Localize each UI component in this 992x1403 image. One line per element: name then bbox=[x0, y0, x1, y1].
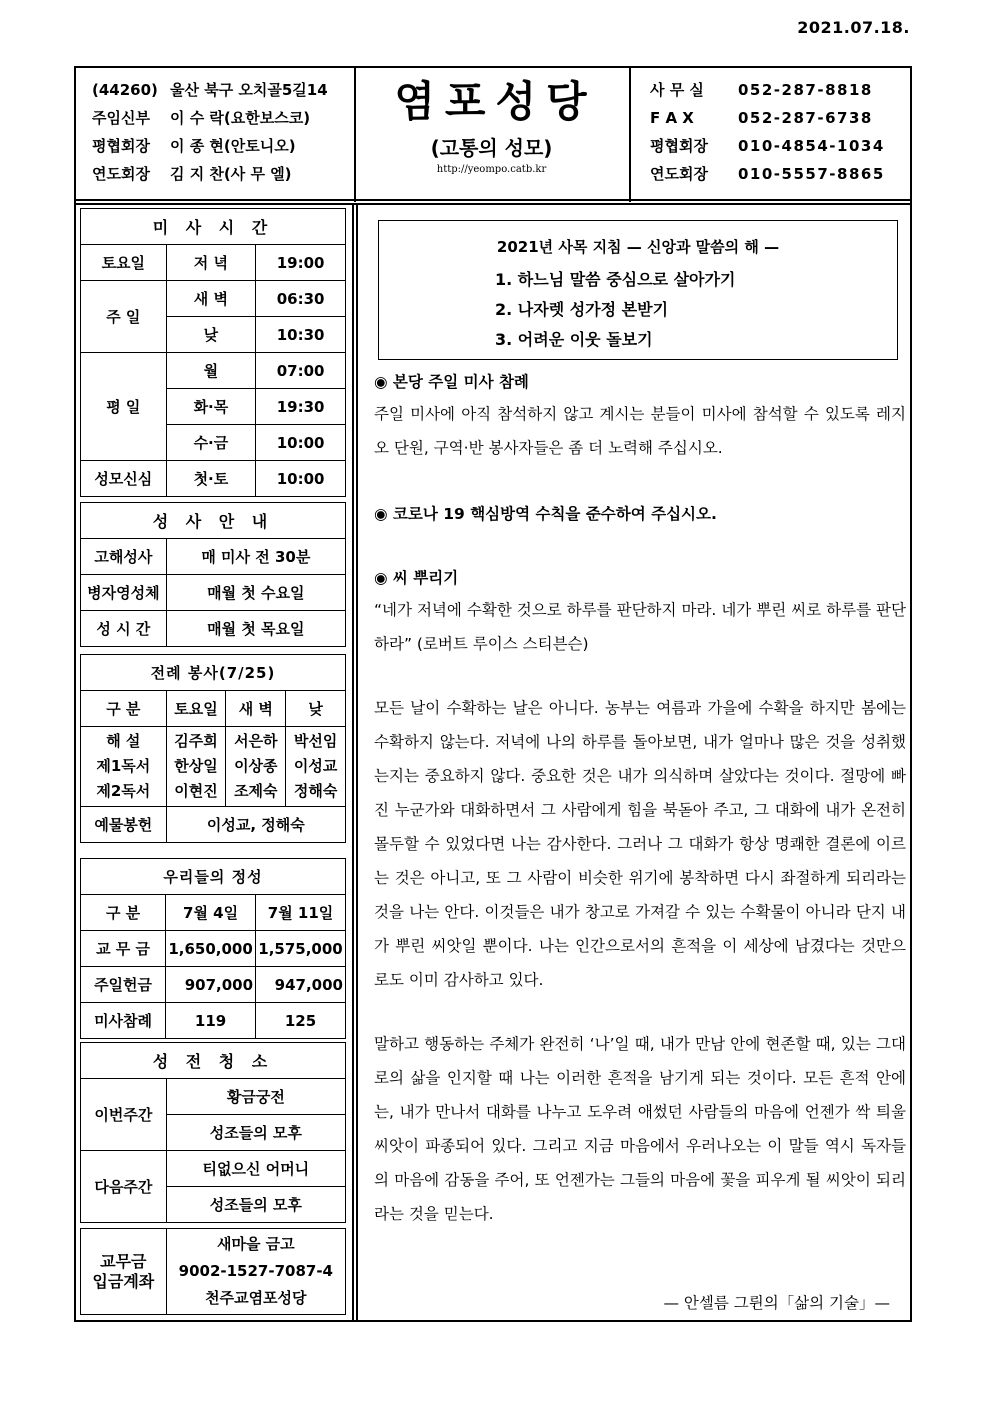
table-cell: 낮 bbox=[286, 691, 346, 727]
pastoral-motto-box bbox=[378, 220, 898, 360]
table-cell: 미 사 시 간 bbox=[81, 209, 346, 245]
table-cell: 06:30 bbox=[256, 281, 346, 317]
table-cell: 교 무 금 bbox=[81, 931, 166, 967]
issue-date: 2021.07.18. bbox=[797, 18, 910, 37]
offering-table bbox=[80, 858, 346, 1039]
table-cell: 미사참례 bbox=[81, 1003, 166, 1039]
table-cell: 7월 11일 bbox=[256, 895, 346, 931]
table-cell: 947,000 bbox=[256, 967, 346, 1003]
essay-paragraph: 말하고 행동하는 주체가 완전히 ‘나’일 때, 내가 만남 안에 현존할 때, 있는 그대로의 삶을 인지할 때 나는 이러한 흔적을 남기게 되는 것이다. 모든 흔적 안에는, 내가 만나서 대화를 나누고 도우려 애썼던 사람들의 마음에 언젠가 싹 틔울 씨앗이 파종되어 있다. 그리고 지금 마음에서 우러나오는 이 말들 역시 독자들의 마음에 감동을 주어, 또 언젠가는 그들의 마음에 꽃을 피우게 될 씨앗이 되리라는 것을 믿는다. bbox=[374, 1035, 906, 1223]
table-cell: 해 설 제1독서 제2독서 bbox=[81, 727, 167, 807]
account-table bbox=[80, 1228, 346, 1315]
notice-covid bbox=[374, 499, 906, 529]
table-cell: 저 녁 bbox=[166, 245, 256, 281]
parish-url[interactable]: http://yeompo.catb.kr bbox=[436, 164, 547, 175]
table-cell: 고해성사 bbox=[81, 539, 167, 575]
motto-title: 2021년 사목 지침 — 신앙과 말씀의 해 — bbox=[496, 238, 780, 256]
table-cell: 병자영성체 bbox=[81, 575, 167, 611]
table-cell: 낮 bbox=[166, 317, 256, 353]
column-divider-2 bbox=[356, 203, 358, 1320]
table-cell: 성 시 간 bbox=[81, 611, 167, 647]
table-cell: 첫·토 bbox=[166, 461, 256, 497]
table-cell: 황금궁전 bbox=[166, 1079, 345, 1115]
prayer-president-row: 연도회장 김 지 찬(사 무 엘) bbox=[92, 165, 292, 183]
column-divider bbox=[352, 203, 354, 1320]
notice-body: 주일 미사에 아직 참석하지 않고 계시는 분들이 미사에 참석할 수 있도록 레지오 단원, 구역·반 봉사자들은 좀 더 노력해 주십시오. bbox=[374, 405, 906, 457]
table-cell: 10:30 bbox=[256, 317, 346, 353]
table-cell: 10:00 bbox=[256, 425, 346, 461]
table-cell: 19:30 bbox=[256, 389, 346, 425]
table-cell: 수·금 bbox=[166, 425, 256, 461]
table-cell: 주 일 bbox=[81, 281, 167, 353]
table-cell: 성조들의 모후 bbox=[166, 1115, 345, 1151]
table-cell: 예물봉헌 bbox=[81, 807, 167, 843]
motto-item: 2. 나자렛 성가정 본받기 bbox=[495, 300, 669, 319]
essay-quote: “네가 저녁에 수확한 것으로 하루를 판단하지 마라. 네가 뿌린 씨로 하루를 판단하라” (로버트 루이스 스티븐슨) bbox=[374, 601, 906, 653]
contact-info bbox=[650, 76, 910, 188]
cleaning-table bbox=[80, 1042, 346, 1223]
table-cell: 125 bbox=[256, 1003, 346, 1039]
table-cell: 07:00 bbox=[256, 353, 346, 389]
table-cell: 이성교, 정해숙 bbox=[166, 807, 345, 843]
table-cell: 10:00 bbox=[256, 461, 346, 497]
table-cell: 우리들의 정성 bbox=[81, 859, 346, 895]
table-cell: 월 bbox=[166, 353, 256, 389]
table-cell: 새 벽 bbox=[166, 281, 256, 317]
table-cell: 다음주간 bbox=[81, 1151, 167, 1223]
essay-sowing-seeds bbox=[374, 563, 906, 1231]
office-phone-row: 사 무 실 052-287-8818 bbox=[650, 81, 873, 99]
table-cell: 티없으신 어머니 bbox=[166, 1151, 345, 1187]
address-row: (44260) 울산 북구 오치골5길14 bbox=[92, 81, 328, 99]
council-phone-row: 평협회장 010-4854-1034 bbox=[650, 137, 885, 155]
bulletin-frame bbox=[74, 66, 912, 1322]
table-cell: 19:00 bbox=[256, 245, 346, 281]
essay-paragraph: 모든 날이 수확하는 날은 아니다. 농부는 여름과 가을에 수확을 하지만 봄에는 수확하지 않는다. 저녁에 나의 하루를 돌아보면, 내가 얼마나 많은 것을 성취했는지는 중요하지 않다. 중요한 것은 내가 의식하며 살았다는 것이다. 절망에 빠진 누군가와 대화하면서 그 사람에게 힘을 북돋아 주고, 그 대화에 내가 온전히 몰두할 수 있었다면 나는 감사한다. 그러나 그 대화가 항상 명쾌한 결론에 이르는 것은 아니고, 또 그 사람이 비슷한 위기에 봉착하면 다시 좌절하게 되리라는 것을 나는 안다. 이것들은 내가 창고로 가져갈 수 있는 수확물이 아니라 단지 내가 뿌린 씨앗일 뿐이다. 나는 인간으로서의 흔적을 이 세상에 남겼다는 것만으로도 이미 감사하고 있다. bbox=[374, 699, 906, 989]
notice-heading: ◉ 코로나 19 핵심방역 수칙을 준수하여 주십시오. bbox=[374, 505, 717, 523]
liturgy-service-table bbox=[80, 654, 346, 843]
table-cell: 교무금 입금계좌 bbox=[81, 1229, 167, 1315]
header-bottom-rule bbox=[76, 199, 910, 201]
essay-source: — 안셀름 그륀의「삶의 기술」— bbox=[663, 1294, 890, 1312]
table-cell: 박선임 이성교 정해숙 bbox=[286, 727, 346, 807]
sacrament-table bbox=[80, 502, 346, 647]
parish-patron: (고통의 성모) bbox=[430, 136, 553, 160]
pastor-row: 주임신부 이 수 락(요한보스코) bbox=[92, 109, 311, 127]
parish-info bbox=[92, 76, 362, 188]
table-cell: 매월 첫 목요일 bbox=[166, 611, 345, 647]
table-cell: 성 전 청 소 bbox=[81, 1043, 346, 1079]
table-cell: 매 미사 전 30분 bbox=[166, 539, 345, 575]
header-divider-2 bbox=[629, 68, 631, 202]
table-cell: 907,000 bbox=[166, 967, 256, 1003]
table-cell: 성 사 안 내 bbox=[81, 503, 346, 539]
table-cell: 평 일 bbox=[81, 353, 167, 461]
prayer-phone-row: 연도회장 010-5557-8865 bbox=[650, 165, 885, 183]
parish-name: 염포성당 bbox=[394, 77, 597, 126]
table-cell: 김주희 한상일 이현진 bbox=[166, 727, 226, 807]
table-cell: 7월 4일 bbox=[166, 895, 256, 931]
table-cell: 성모신심 bbox=[81, 461, 167, 497]
table-cell: 성조들의 모후 bbox=[166, 1187, 345, 1223]
table-cell: 주일헌금 bbox=[81, 967, 166, 1003]
table-cell: 1,575,000 bbox=[256, 931, 346, 967]
table-cell: 화·목 bbox=[166, 389, 256, 425]
table-cell: 이번주간 bbox=[81, 1079, 167, 1151]
council-president-row: 평협회장 이 종 현(안토니오) bbox=[92, 137, 296, 155]
table-cell: 매월 첫 수요일 bbox=[166, 575, 345, 611]
main-content bbox=[360, 205, 910, 1320]
table-cell: 새 벽 bbox=[226, 691, 286, 727]
motto-item: 1. 하느님 말씀 중심으로 살아가기 bbox=[495, 270, 736, 289]
parish-title-block bbox=[364, 74, 619, 178]
table-cell: 토요일 bbox=[81, 245, 167, 281]
table-cell: 토요일 bbox=[166, 691, 226, 727]
mass-schedule-table bbox=[80, 208, 346, 497]
fax-row: F A X 052-287-6738 bbox=[650, 109, 873, 127]
motto-item: 3. 어려운 이웃 돌보기 bbox=[495, 330, 653, 349]
table-cell: 구 분 bbox=[81, 895, 166, 931]
table-cell: 1,650,000 bbox=[166, 931, 256, 967]
table-cell: 서은하 이상종 조제숙 bbox=[226, 727, 286, 807]
table-cell: 구 분 bbox=[81, 691, 167, 727]
notice-mass-attendance bbox=[374, 367, 906, 465]
table-cell: 전례 봉사(7/25) bbox=[81, 655, 346, 691]
table-cell: 119 bbox=[166, 1003, 256, 1039]
essay-heading: ◉ 씨 뿌리기 bbox=[374, 569, 459, 587]
notice-heading: ◉ 본당 주일 미사 참례 bbox=[374, 373, 529, 391]
table-cell: 새마을 금고 9002-1527-7087-4 천주교염포성당 bbox=[166, 1229, 345, 1315]
